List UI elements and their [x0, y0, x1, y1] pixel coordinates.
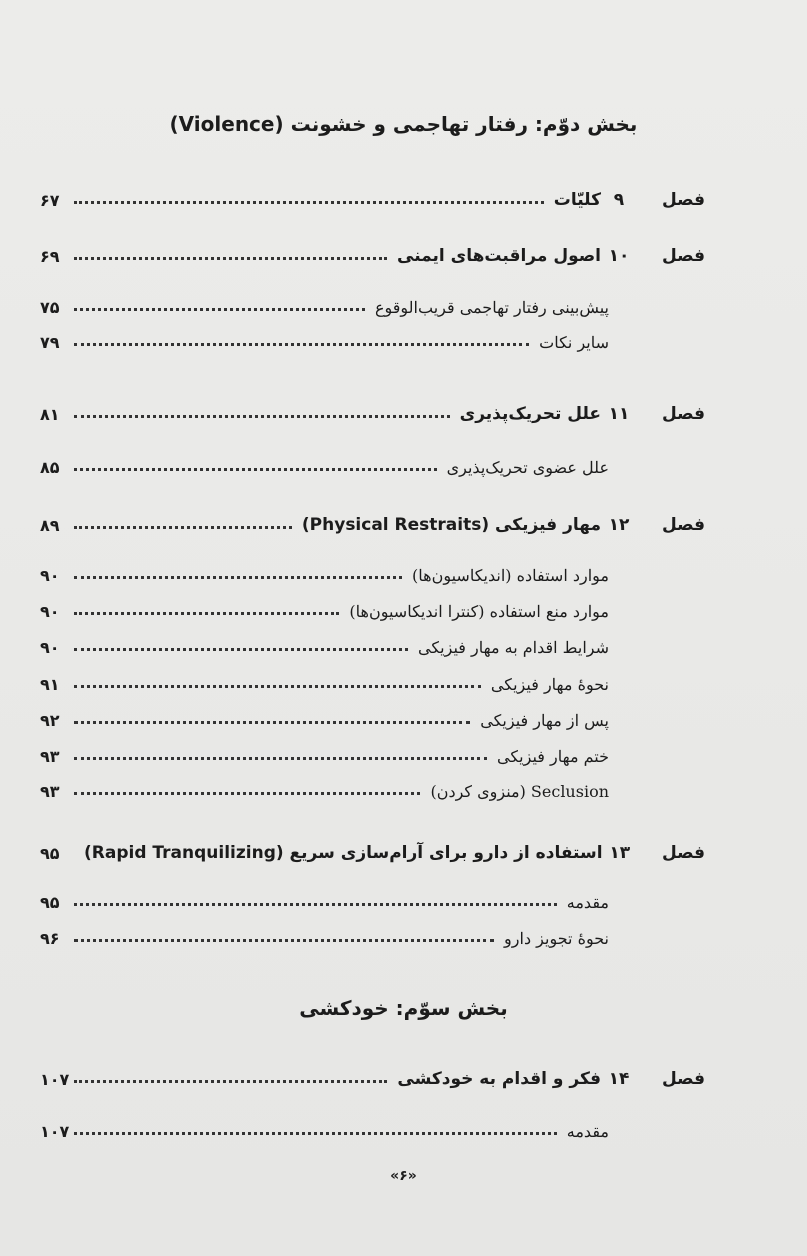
toc-subentry-row — [40, 447, 705, 477]
page-number: ۹۰ — [40, 566, 60, 585]
toc-chapter-row — [40, 1059, 705, 1089]
subentry-title: نحوهٔ مهار فیزیکی — [490, 675, 609, 694]
toc-chapter-row — [40, 180, 705, 210]
page-number: ۶۹ — [40, 247, 60, 266]
page-number: ۱۰۷ — [40, 1070, 70, 1089]
toc-chapter-row — [40, 236, 705, 266]
toc-subentry-row — [40, 1111, 705, 1141]
subentry-title: پس از مهار فیزیکی — [480, 711, 609, 730]
toc-subentry-row — [40, 700, 705, 730]
dot-leader — [74, 792, 420, 795]
page-number: ۹۲ — [40, 711, 60, 730]
chapter-title: کلیّات — [553, 190, 601, 210]
subentry-title: موارد استفاده (اندیکاسیون‌ها) — [412, 566, 609, 585]
subentry-title: Seclusion (منزوی کردن) — [430, 782, 609, 801]
page-number: ۹۵ — [40, 893, 60, 912]
dot-leader — [74, 721, 470, 724]
chapter-title: مهار فیزیکی (Physical Restraits) — [301, 515, 601, 535]
chapter-title: علل تحریک‌پذیری — [459, 404, 601, 424]
page-number: ۹۱ — [40, 675, 60, 694]
chapter-number: ۱۴ — [608, 1069, 630, 1089]
subentry-title: موارد منع استفاده (کنترا اندیکاسیون‌ها) — [349, 602, 609, 621]
dot-leader — [74, 648, 408, 651]
dot-leader — [74, 903, 557, 906]
toc-subentry-row — [40, 736, 705, 766]
toc-chapter-row — [40, 833, 705, 863]
page-number: ۹۰ — [40, 638, 60, 657]
chapter-label: فصل — [661, 843, 705, 863]
toc-subentry-row — [40, 322, 705, 352]
page-number: ۱۰۷ — [40, 1122, 70, 1141]
dot-leader — [74, 201, 544, 204]
chapter-title: استفاده از دارو برای آرام‌سازی سریع (Rapid Tranquilizing) — [84, 843, 603, 863]
toc-subentry-row — [40, 287, 705, 317]
subentry-title: نحوهٔ تجویز دارو — [504, 929, 609, 948]
page-number: ۹۳ — [40, 782, 60, 801]
dot-leader — [74, 685, 481, 688]
chapter-label: فصل — [661, 190, 705, 210]
dot-leader — [74, 612, 339, 615]
dot-leader — [74, 468, 437, 471]
page-number: ۷۹ — [40, 333, 60, 352]
dot-leader — [74, 939, 494, 942]
section-three-heading: بخش سوّم: خودکشی — [299, 996, 508, 1020]
chapter-label: فصل — [661, 1069, 705, 1089]
chapter-label: فصل — [661, 404, 705, 424]
dot-leader — [74, 257, 387, 260]
page-number: ۹۰ — [40, 602, 60, 621]
chapter-number: ۱۱ — [608, 404, 630, 424]
toc-chapter-row — [40, 394, 705, 424]
page-number: ۸۵ — [40, 458, 60, 477]
chapter-number: ۱۲ — [608, 515, 630, 535]
toc-subentry-row — [40, 882, 705, 912]
toc-subentry-row — [40, 555, 705, 585]
subentry-title: مقدمه — [566, 893, 609, 912]
page-number: ۹۳ — [40, 747, 60, 766]
subentry-title: شرایط اقدام به مهار فیزیکی — [417, 638, 609, 657]
chapter-number: ۹ — [613, 190, 625, 210]
subentry-title: علل عضوی تحریک‌پذیری — [446, 458, 609, 477]
toc-subentry-row — [40, 664, 705, 694]
page-number-footer: «۶» — [390, 1168, 417, 1184]
toc-subentry-row — [40, 771, 705, 801]
dot-leader — [74, 576, 402, 579]
dot-leader — [74, 757, 487, 760]
page-number: ۹۶ — [40, 929, 60, 948]
dot-leader — [74, 415, 450, 418]
subentry-title: سایر نکات — [539, 333, 609, 352]
chapter-title: فکر و اقدام به خودکشی — [397, 1069, 601, 1089]
dot-leader — [74, 1132, 557, 1135]
dot-leader — [74, 308, 365, 311]
chapter-number: ۱۰ — [608, 246, 630, 266]
chapter-title: اصول مراقبت‌های ایمنی — [397, 246, 601, 266]
toc-chapter-row — [40, 505, 705, 535]
dot-leader — [74, 526, 292, 529]
page-number: ۶۷ — [40, 191, 60, 210]
subentry-title: مقدمه — [566, 1122, 609, 1141]
page-number: ۸۹ — [40, 516, 60, 535]
section-two-heading: بخش دوّم: رفتار تهاجمی و خشونت (Violence) — [169, 112, 638, 136]
toc-subentry-row — [40, 627, 705, 657]
toc-subentry-row — [40, 591, 705, 621]
chapter-label: فصل — [661, 246, 705, 266]
chapter-label: فصل — [661, 515, 705, 535]
dot-leader — [74, 1080, 387, 1083]
page-number: ۷۵ — [40, 298, 60, 317]
page-number: ۸۱ — [40, 405, 60, 424]
chapter-number: ۱۳ — [609, 843, 631, 863]
subentry-title: ختم مهار فیزیکی — [496, 747, 609, 766]
subentry-title: پیش‌بینی رفتار تهاجمی قریب‌الوقوع — [374, 298, 609, 317]
page-number: ۹۵ — [40, 844, 60, 863]
toc-subentry-row — [40, 918, 705, 948]
dot-leader — [74, 343, 529, 346]
